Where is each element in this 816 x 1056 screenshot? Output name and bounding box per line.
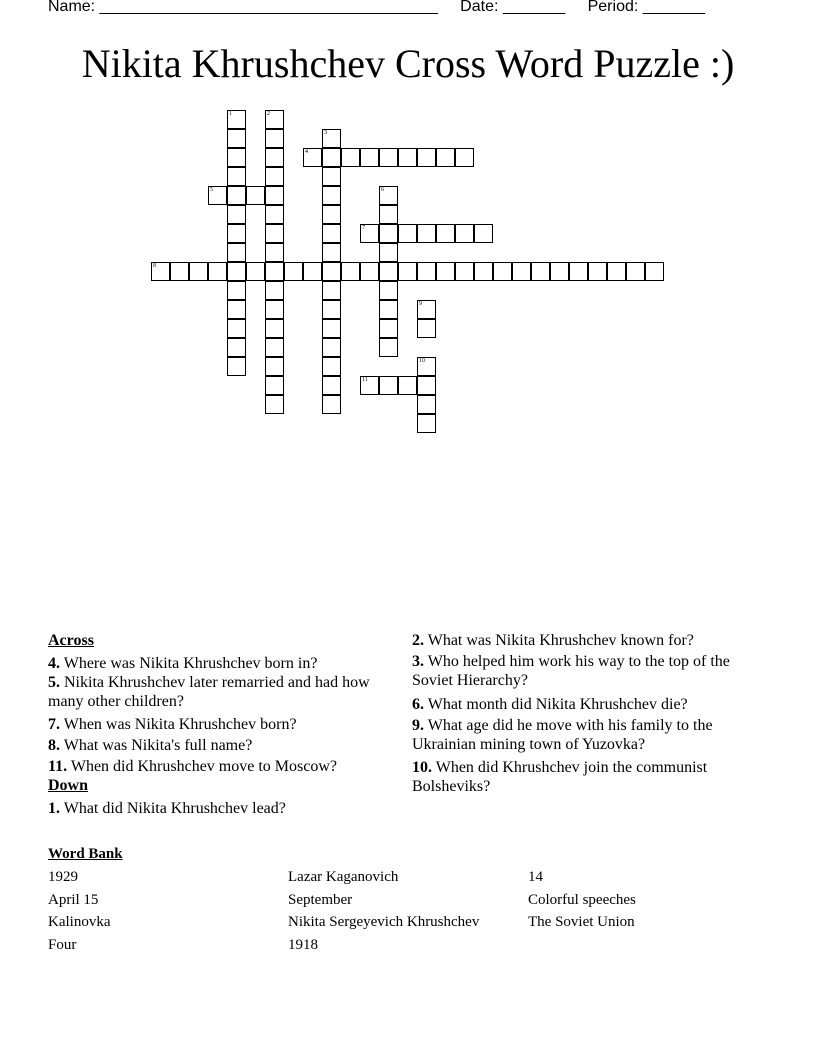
clue-text: When did Khrushchev join the communist Bolsheviks? — [412, 759, 708, 795]
crossword-cell[interactable] — [474, 262, 493, 281]
crossword-cell[interactable] — [417, 262, 436, 281]
clue-across-4 — [48, 654, 378, 673]
crossword-cell[interactable] — [322, 243, 341, 262]
clue-text: What did Nikita Khrushchev lead? — [63, 800, 286, 817]
crossword-cell[interactable] — [227, 205, 246, 224]
crossword-cell[interactable] — [417, 414, 436, 433]
cell-number: 4 — [305, 149, 308, 155]
crossword-cell[interactable] — [379, 262, 398, 281]
clues-left-column — [48, 631, 378, 818]
crossword-cell[interactable] — [322, 224, 341, 243]
word-bank-entry: 14 — [528, 869, 543, 885]
crossword-cell[interactable] — [417, 319, 436, 338]
crossword-cell[interactable] — [493, 262, 512, 281]
period-field[interactable]: Period: _______ — [587, 0, 706, 15]
clue-number: 4. — [48, 655, 60, 672]
crossword-cell[interactable] — [360, 376, 379, 395]
crossword-cell[interactable] — [588, 262, 607, 281]
clue-number: 7. — [48, 716, 60, 733]
crossword-cell[interactable] — [379, 205, 398, 224]
clue-text: What was Nikita's full name? — [63, 737, 253, 754]
crossword-cell[interactable] — [227, 357, 246, 376]
crossword-cell[interactable] — [189, 262, 208, 281]
crossword-cell[interactable] — [246, 186, 265, 205]
crossword-cell[interactable] — [417, 376, 436, 395]
crossword-cell[interactable] — [265, 186, 284, 205]
crossword-cell[interactable] — [569, 262, 588, 281]
crossword-cell[interactable] — [322, 186, 341, 205]
word-bank-column-1 — [48, 866, 110, 956]
crossword-cell[interactable] — [322, 148, 341, 167]
word-bank-column-3 — [528, 866, 636, 934]
crossword-cell[interactable] — [455, 224, 474, 243]
crossword-cell[interactable] — [227, 319, 246, 338]
crossword-cell[interactable] — [322, 167, 341, 186]
crossword-cell[interactable] — [322, 357, 341, 376]
crossword-cell[interactable] — [265, 281, 284, 300]
crossword-cell[interactable] — [398, 376, 417, 395]
crossword-cell[interactable] — [151, 262, 170, 281]
clue-across-7 — [48, 715, 378, 734]
crossword-cell[interactable] — [645, 262, 664, 281]
cell-number: 1 — [229, 111, 232, 117]
word-bank-entry: Lazar Kaganovich — [288, 869, 399, 885]
crossword-cell[interactable] — [265, 243, 284, 262]
clue-down-9 — [412, 716, 757, 754]
crossword-cell[interactable] — [322, 205, 341, 224]
word-bank-entry: 1918 — [288, 936, 318, 953]
clue-text: Where was Nikita Khrushchev born in? — [63, 655, 318, 672]
crossword-cell[interactable] — [208, 186, 227, 205]
clues-right-column — [412, 631, 757, 796]
cell-number: 6 — [381, 187, 384, 193]
crossword-cell[interactable] — [379, 281, 398, 300]
crossword-cell[interactable] — [322, 319, 341, 338]
crossword-cell[interactable] — [227, 186, 246, 205]
crossword-cell[interactable] — [379, 224, 398, 243]
clue-text: What was Nikita Khrushchev known for? — [427, 632, 694, 649]
crossword-cell[interactable] — [246, 262, 265, 281]
crossword-cell[interactable] — [379, 148, 398, 167]
word-bank-column-2 — [288, 866, 479, 956]
crossword-cell[interactable] — [265, 319, 284, 338]
clue-number: 10. — [412, 759, 432, 776]
crossword-cell[interactable] — [227, 167, 246, 186]
crossword-cell[interactable] — [455, 148, 474, 167]
crossword-cell[interactable] — [227, 243, 246, 262]
crossword-cell[interactable] — [265, 262, 284, 281]
crossword-cell[interactable] — [227, 110, 246, 129]
cell-number: 8 — [153, 263, 156, 269]
clue-number: 2. — [412, 632, 424, 649]
crossword-cell[interactable] — [379, 300, 398, 319]
word-bank-entry: The Soviet Union — [528, 914, 635, 930]
clue-across-8 — [48, 736, 378, 755]
clue-down-3 — [412, 652, 757, 690]
word-bank-entry: Four — [48, 936, 77, 953]
crossword-cell[interactable] — [379, 186, 398, 205]
crossword-cell[interactable] — [379, 338, 398, 357]
crossword-cell[interactable] — [379, 243, 398, 262]
cell-number: 5 — [210, 187, 213, 193]
clue-number: 5. — [48, 674, 60, 691]
clue-number: 8. — [48, 737, 60, 754]
crossword-cell[interactable] — [227, 300, 246, 319]
crossword-cell[interactable] — [455, 262, 474, 281]
crossword-cell[interactable] — [436, 224, 455, 243]
crossword-cell[interactable] — [322, 300, 341, 319]
crossword-cell[interactable] — [341, 148, 360, 167]
crossword-cell[interactable] — [227, 338, 246, 357]
crossword-cell[interactable] — [208, 262, 227, 281]
crossword-grid — [0, 0, 816, 460]
clue-across-5 — [48, 673, 378, 711]
clue-down-6 — [412, 695, 757, 714]
crossword-cell[interactable] — [322, 338, 341, 357]
crossword-cell[interactable] — [284, 262, 303, 281]
crossword-cell[interactable] — [322, 262, 341, 281]
clue-number: 9. — [412, 717, 424, 734]
cell-number: 11 — [362, 377, 368, 383]
crossword-cell[interactable] — [360, 148, 379, 167]
clue-across-11 — [48, 757, 378, 776]
crossword-cell[interactable] — [265, 300, 284, 319]
crossword-cell[interactable] — [265, 395, 284, 414]
crossword-cell[interactable] — [436, 262, 455, 281]
crossword-cell[interactable] — [379, 319, 398, 338]
crossword-cell[interactable] — [398, 224, 417, 243]
word-bank-entry: 1929 — [48, 869, 78, 885]
cell-number: 10 — [419, 358, 425, 364]
cell-number: 3 — [324, 130, 327, 136]
word-bank-heading: Word Bank — [48, 846, 123, 862]
page-title: Nikita Khrushchev Cross Word Puzzle :) — [81, 41, 735, 86]
date-field[interactable]: Date: _______ — [460, 0, 566, 15]
crossword-cell[interactable] — [303, 262, 322, 281]
down-heading: Down — [48, 777, 89, 794]
word-bank-entry: September — [288, 891, 353, 908]
crossword-cell[interactable] — [398, 262, 417, 281]
crossword-cell[interactable] — [265, 357, 284, 376]
crossword-cell[interactable] — [341, 262, 360, 281]
clue-number: 6. — [412, 696, 424, 713]
crossword-cell[interactable] — [512, 262, 531, 281]
crossword-cell[interactable] — [322, 395, 341, 414]
crossword-cell[interactable] — [531, 262, 550, 281]
crossword-cell[interactable] — [626, 262, 645, 281]
crossword-cell[interactable] — [360, 262, 379, 281]
clue-text: What age did he move with his family to the Ukrainian mining town of Yuzovka? — [412, 717, 713, 753]
crossword-cell[interactable] — [550, 262, 569, 281]
crossword-cell[interactable] — [265, 129, 284, 148]
crossword-cell[interactable] — [170, 262, 189, 281]
crossword-cell[interactable] — [227, 224, 246, 243]
crossword-cell[interactable] — [265, 376, 284, 395]
clue-text: Who helped him work his way to the top of the Soviet Hierarchy? — [412, 653, 730, 689]
crossword-cell[interactable] — [265, 110, 284, 129]
clue-down-10 — [412, 758, 757, 796]
clue-down-1 — [48, 799, 378, 818]
cell-number: 9 — [419, 301, 422, 307]
crossword-cell[interactable] — [607, 262, 626, 281]
crossword-cell[interactable] — [417, 300, 436, 319]
crossword-cell[interactable] — [436, 148, 455, 167]
crossword-cell[interactable] — [379, 376, 398, 395]
crossword-cell[interactable] — [227, 281, 246, 300]
crossword-cell[interactable] — [227, 148, 246, 167]
name-field[interactable]: Name: ______________________________________ — [48, 0, 438, 15]
clue-text: What month did Nikita Khrushchev die? — [427, 696, 688, 713]
clue-text: When did Khrushchev move to Moscow? — [70, 758, 338, 775]
crossword-cell[interactable] — [265, 167, 284, 186]
word-bank-entry: Kalinovka — [48, 914, 111, 930]
crossword-cell[interactable] — [417, 395, 436, 414]
crossword-cell[interactable] — [322, 281, 341, 300]
clue-number: 1. — [48, 800, 60, 817]
crossword-cell[interactable] — [303, 148, 322, 167]
word-bank-entry: Colorful speeches — [528, 891, 636, 908]
crossword-cell[interactable] — [227, 262, 246, 281]
clue-down-2 — [412, 631, 757, 650]
crossword-cell[interactable] — [417, 224, 436, 243]
clue-number: 3. — [412, 653, 424, 670]
word-bank-entry: April 15 — [48, 891, 99, 908]
crossword-cell[interactable] — [265, 148, 284, 167]
clue-text: Nikita Khrushchev later remarried and had how many other children? — [48, 674, 370, 710]
crossword-cell[interactable] — [398, 148, 417, 167]
cell-number: 7 — [362, 225, 365, 231]
crossword-cell[interactable] — [417, 357, 436, 376]
crossword-cell[interactable] — [227, 129, 246, 148]
crossword-cell[interactable] — [417, 148, 436, 167]
crossword-cell[interactable] — [265, 338, 284, 357]
clue-number: 11. — [48, 758, 68, 775]
across-heading: Across — [48, 632, 94, 649]
crossword-cell[interactable] — [474, 224, 493, 243]
cell-number: 2 — [267, 111, 270, 117]
crossword-cell[interactable] — [265, 224, 284, 243]
clue-text: When was Nikita Khrushchev born? — [63, 716, 297, 733]
crossword-cell[interactable] — [322, 376, 341, 395]
crossword-cell[interactable] — [360, 224, 379, 243]
crossword-cell[interactable] — [265, 205, 284, 224]
crossword-cell[interactable] — [322, 129, 341, 148]
word-bank-entry: Nikita Sergeyevich Khrushchev — [288, 914, 480, 930]
